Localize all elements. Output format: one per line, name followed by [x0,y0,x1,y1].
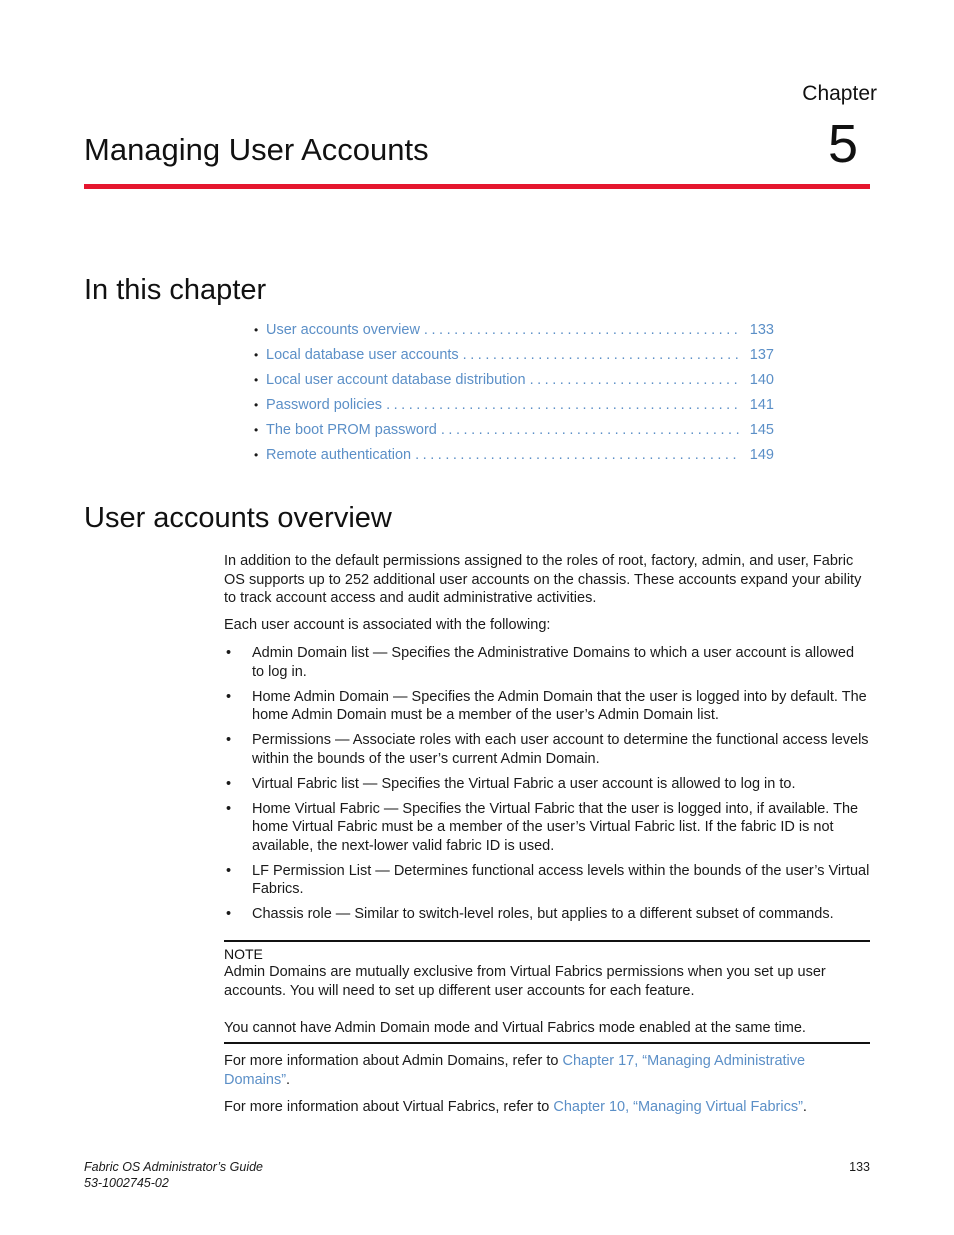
note-paragraph: You cannot have Admin Domain mode and Virtual Fabrics mode enabled at the same time. [224,1020,806,1036]
toc-leader [386,397,740,413]
more-info-text: For more information about Admin Domains, refer to [224,1053,563,1069]
toc-link[interactable]: Password policies [266,397,383,413]
list-item-text: Virtual Fabric list — Specifies the Virtual Fabric a user account is allowed to log in to. [252,775,796,792]
toc-entry[interactable] [254,372,774,397]
toc-link[interactable]: Local user account database distribution [266,372,526,388]
toc-page-number[interactable]: 149 [749,447,774,463]
note-paragraph: Admin Domains are mutually exclusive from Virtual Fabrics permissions when you set up user accounts. You will need to set up different user accounts for each feature. [224,964,826,999]
bullet-icon: • [254,423,259,437]
bullet-icon: • [226,688,232,705]
bullet-icon: • [226,862,232,879]
bullet-icon: • [226,800,232,817]
footer-page-number: 133 [849,1160,870,1174]
chapter-label: Chapter [802,82,877,105]
list-item-text: Home Virtual Fabric — Specifies the Virtual Fabric that the user is logged into, if available. The home Virtual Fabric must be a member of the user’s Virtual Fabric list. If the fabric ID is not available, the next-lower valid fabric ID is used. [252,800,859,854]
more-info-suffix: . [286,1071,291,1088]
toc-page-number[interactable]: 141 [749,397,774,413]
note-title: NOTE [224,946,263,962]
intro-paragraph: In addition to the default permissions assigned to the roles of root, factory, admin, and user, Fabric OS supports up to 252 additional user accounts on the chassis. These accounts expand your ability to track account access and audit administrative activities. [224,553,862,606]
in-this-chapter-heading: In this chapter [84,274,267,306]
list-item-text: LF Permission List — Determines functional access levels within the bounds of the user’s Virtual Fabrics. [252,862,870,897]
chapter-10-link[interactable]: Chapter 10, “Managing Virtual Fabrics” [553,1099,803,1115]
toc-entry[interactable] [254,397,774,422]
toc-page-number[interactable]: 133 [749,322,774,338]
more-info-admin-domains [224,1052,870,1089]
toc-entry[interactable] [254,447,774,472]
bullet-icon: • [254,398,259,412]
toc-leader [441,422,740,438]
list-item-text: Chassis role — Similar to switch-level roles, but applies to a different subset of commands. [252,906,834,922]
list-item [224,775,870,794]
bullet-icon: • [254,373,259,387]
title-rule [84,184,870,189]
bullet-icon: • [226,645,232,661]
footer-guide-title: Fabric OS Administrator’s Guide [84,1160,263,1174]
toc-page-number[interactable]: 140 [749,372,774,388]
bullet-icon: • [254,448,259,462]
bullet-icon: • [226,732,232,748]
list-item-text: Admin Domain list — Specifies the Administrative Domains to which a user account is allowed to log in. [252,645,855,680]
more-info-virtual-fabrics [224,1098,870,1117]
page-title: Managing User Accounts [84,132,429,167]
chapter-number: 5 [827,114,858,174]
association-list [224,644,870,930]
bullet-icon: • [254,348,259,362]
toc-leader [463,347,740,363]
toc-link[interactable]: Remote authentication [266,447,412,463]
more-info-text: For more information about Virtual Fabrics, refer to [224,1099,554,1115]
list-item-text: Permissions — Associate roles with each user account to determine the functional access levels within the bounds of the user’s current Admin Domain. [252,732,869,767]
footer-doc-number: 53-1002745-02 [84,1176,169,1190]
toc-entry[interactable] [254,322,774,347]
list-item [224,800,870,856]
toc-page-number[interactable]: 145 [749,422,774,438]
more-info-suffix: . [802,1099,807,1115]
list-item-text: Home Admin Domain — Specifies the Admin Domain that the user is logged into by default. The home Admin Domain must be a member of the user’s Admin Domain list. [252,688,867,723]
toc-leader [415,447,740,463]
list-item [224,905,870,924]
user-accounts-overview-heading: User accounts overview [84,502,392,534]
list-item [224,731,870,768]
toc-link[interactable]: The boot PROM password [266,422,437,438]
bullet-icon: • [226,906,232,922]
toc-link[interactable]: Local database user accounts [266,347,459,363]
chapter-toc [254,322,774,472]
toc-leader [530,372,740,388]
list-item [224,862,870,899]
association-lead: Each user account is associated with the following: [224,617,551,633]
toc-entry[interactable] [254,422,774,447]
list-item [224,644,870,681]
toc-page-number[interactable]: 137 [749,347,774,363]
note-box [224,940,870,1044]
toc-link[interactable]: User accounts overview [266,322,420,338]
toc-leader [424,322,740,338]
bullet-icon: • [254,323,259,337]
toc-entry[interactable] [254,347,774,372]
list-item [224,688,870,725]
chapter-17-link[interactable]: Chapter 17, “Managing Administrative Domains” [224,1053,806,1088]
bullet-icon: • [226,775,232,792]
